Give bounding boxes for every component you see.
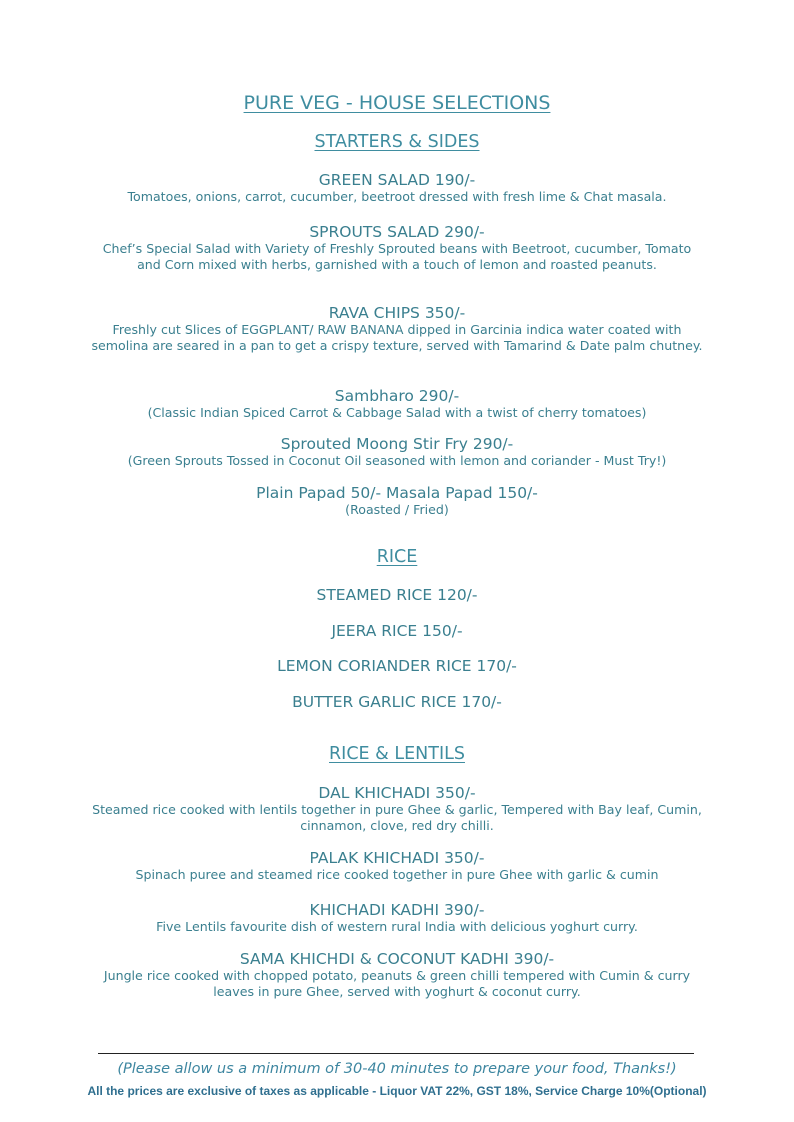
menu-item-sprouts-salad <box>90 223 704 272</box>
footer-tax-note: All the prices are exclusive of taxes as applicable - Liquor VAT 22%, GST 18%, Service Charge 10%(Optional) <box>87 1084 707 1098</box>
item-name: SAMA KHICHDI & COCONUT KADHI 390/- <box>239 950 555 968</box>
item-name: SPROUTS SALAD 290/- <box>309 223 485 241</box>
item-name: DAL KHICHADI 350/- <box>318 784 476 802</box>
item-name: Plain Papad 50/- Masala Papad 150/- <box>256 484 538 502</box>
section-heading-starters: STARTERS & SIDES <box>314 132 480 152</box>
menu-item-sambharo <box>80 387 714 421</box>
item-description: (Green Sprouts Tossed in Coconut Oil seasoned with lemon and coriander - Must Try!) <box>127 453 667 468</box>
menu-item-dal-khichadi <box>90 784 704 833</box>
menu-item-lemon-coriander-rice: LEMON CORIANDER RICE 170/- <box>277 657 517 675</box>
footer-divider <box>98 1053 694 1054</box>
item-name: Sprouted Moong Stir Fry 290/- <box>280 435 514 453</box>
page-title: PURE VEG - HOUSE SELECTIONS <box>243 92 551 114</box>
item-description: (Roasted / Fried) <box>345 502 449 517</box>
menu-item-khichadi-kadhi <box>90 901 704 935</box>
item-description: Chef’s Special Salad with Variety of Freshly Sprouted beans with Beetroot, cucumber, Tomato and Corn mixed with herbs, garnished with a touch of lemon and roasted peanuts. <box>102 241 692 272</box>
item-description: Tomatoes, onions, carrot, cucumber, beetroot dressed with fresh lime & Chat masala. <box>127 189 667 204</box>
item-description: Freshly cut Slices of EGGPLANT/ RAW BANANA dipped in Garcinia indica water coated with semolina are seared in a pan to get a crispy texture, served with Tamarind & Date palm chutney. <box>91 322 703 353</box>
menu-item-steamed-rice: STEAMED RICE 120/- <box>316 586 478 604</box>
item-name: GREEN SALAD 190/- <box>318 171 476 189</box>
menu-item-rava-chips <box>90 304 704 353</box>
menu-item-sprouted-moong <box>80 435 714 469</box>
menu-item-sama-khichdi <box>90 950 704 999</box>
section-heading-rice-lentils: RICE & LENTILS <box>329 744 465 764</box>
menu-item-papad <box>90 484 704 518</box>
item-name: RAVA CHIPS 350/- <box>328 304 466 322</box>
item-description: Steamed rice cooked with lentils together in pure Ghee & garlic, Tempered with Bay leaf, Cumin, cinnamon, clove, red dry chilli. <box>92 802 702 833</box>
menu-item-green-salad <box>80 171 714 205</box>
section-heading-rice: RICE <box>376 547 418 567</box>
item-description: (Classic Indian Spiced Carrot & Cabbage Salad with a twist of cherry tomatoes) <box>147 405 647 420</box>
item-name: Sambharo 290/- <box>334 387 460 405</box>
menu-item-butter-garlic-rice: BUTTER GARLIC RICE 170/- <box>292 693 502 711</box>
menu-item-jeera-rice: JEERA RICE 150/- <box>331 622 463 640</box>
item-name: PALAK KHICHADI 350/- <box>309 849 485 867</box>
item-description: Five Lentils favourite dish of western rural India with delicious yoghurt curry. <box>156 919 638 934</box>
menu-item-palak-khichadi <box>80 849 714 883</box>
footer-preparation-note: (Please allow us a minimum of 30-40 minutes to prepare your food, Thanks!) <box>117 1061 677 1077</box>
item-name: KHICHADI KADHI 390/- <box>309 901 485 919</box>
item-description: Spinach puree and steamed rice cooked together in pure Ghee with garlic & cumin <box>135 867 659 882</box>
item-description: Jungle rice cooked with chopped potato, peanuts & green chilli tempered with Cumin & curry leaves in pure Ghee, served with yoghurt & coconut curry. <box>103 968 691 999</box>
